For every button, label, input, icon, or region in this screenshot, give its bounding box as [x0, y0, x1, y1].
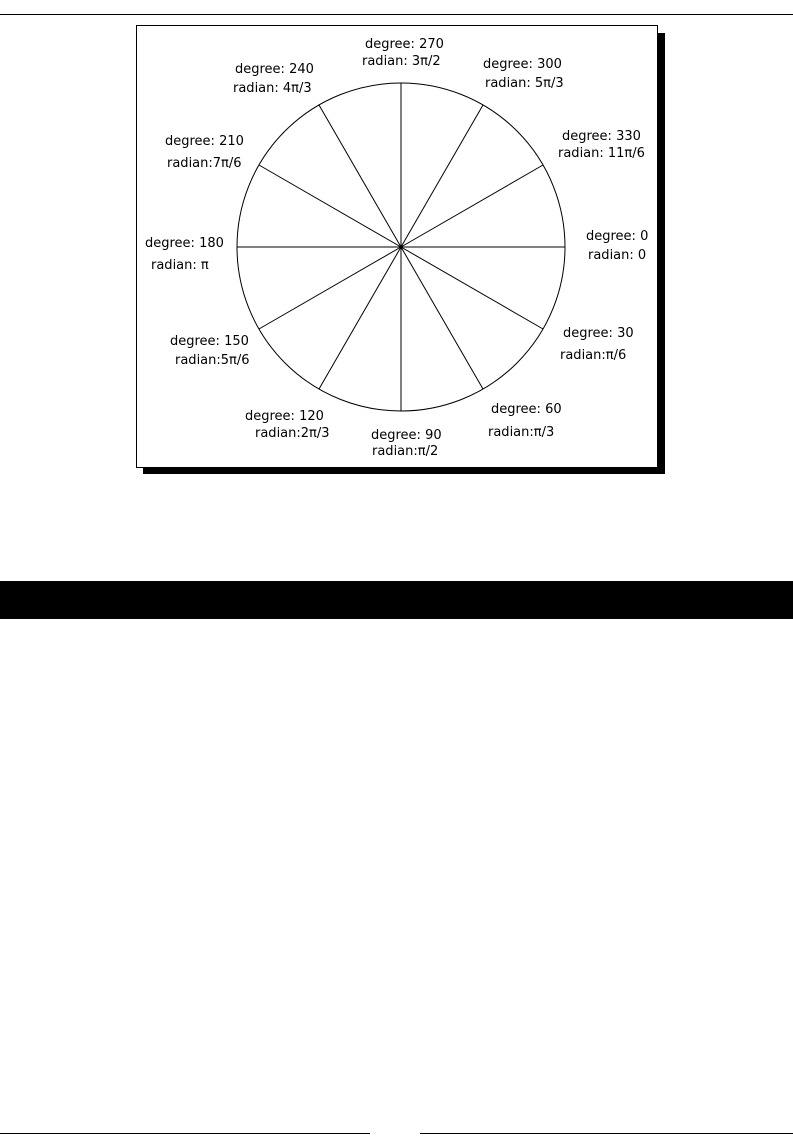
label-90-degree: degree: 90	[371, 428, 442, 443]
label-30-radian: radian:π/6	[560, 348, 627, 363]
label-330-radian: radian: 11π/6	[558, 146, 645, 161]
spoke-300	[401, 105, 483, 247]
spoke-330	[401, 165, 543, 247]
label-180-radian: radian: π	[151, 258, 209, 273]
section-header-bar	[0, 581, 793, 619]
label-240-radian: radian: 4π/3	[233, 81, 312, 96]
spoke-30	[401, 247, 543, 329]
spoke-150	[259, 247, 401, 329]
label-300-radian: radian: 5π/3	[485, 76, 564, 91]
footer-rule-left	[0, 1133, 370, 1134]
label-210-degree: degree: 210	[165, 134, 244, 149]
angle-diagram-figure	[136, 25, 658, 468]
label-270-degree: degree: 270	[365, 37, 444, 52]
spoke-120	[319, 247, 401, 389]
label-0-radian: radian: 0	[588, 248, 647, 263]
label-30-degree: degree: 30	[563, 326, 634, 341]
label-0-degree: degree: 0	[586, 229, 649, 244]
spokes	[237, 83, 565, 411]
footer-rule-right	[420, 1133, 793, 1134]
label-180-degree: degree: 180	[145, 236, 224, 251]
angle-diagram	[137, 26, 657, 467]
label-60-degree: degree: 60	[491, 402, 562, 417]
label-120-radian: radian:2π/3	[255, 426, 330, 441]
label-150-radian: radian:5π/6	[175, 353, 250, 368]
label-270-radian: radian: 3π/2	[362, 54, 441, 69]
top-rule	[0, 14, 793, 15]
label-240-degree: degree: 240	[235, 62, 314, 77]
label-330-degree: degree: 330	[562, 129, 641, 144]
label-150-degree: degree: 150	[170, 334, 249, 349]
label-120-degree: degree: 120	[245, 409, 324, 424]
spoke-240	[319, 105, 401, 247]
label-210-radian: radian:7π/6	[167, 156, 242, 171]
spoke-210	[259, 165, 401, 247]
spoke-60	[401, 247, 483, 389]
label-300-degree: degree: 300	[483, 57, 562, 72]
label-90-radian: radian:π/2	[372, 444, 439, 459]
label-60-radian: radian:π/3	[488, 425, 555, 440]
